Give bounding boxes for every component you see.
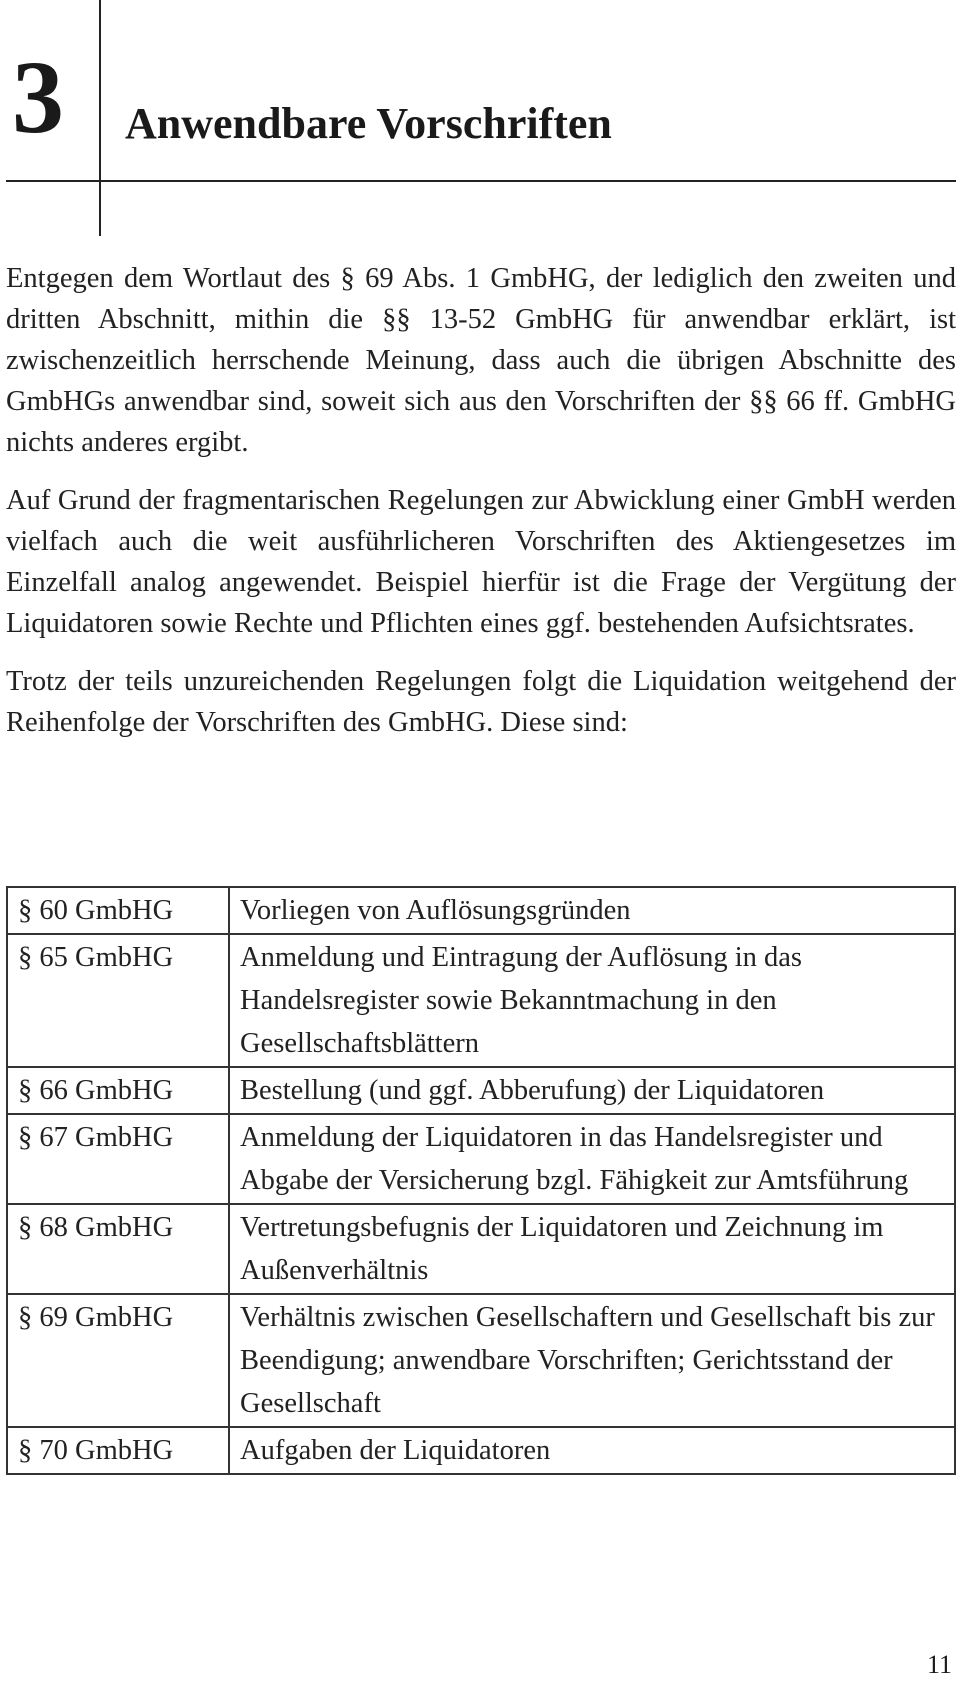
paragraph: Entgegen dem Wortlaut des § 69 Abs. 1 GmbHG, der lediglich den zweiten und dritten Abschnitt, mithin die §§ 13-52 GmbHG für anwendbar erklärt, ist zwischenzeitlich herrschende Meinung, dass auch die übrigen Abschnitte des GmbHGs anwendbar sind, soweit sich aus den Vorschriften der §§ 66 ff. GmbHG nichts anderes ergibt. bbox=[6, 263, 956, 458]
table-row bbox=[7, 1067, 955, 1114]
table-row bbox=[7, 934, 955, 1067]
chapter-horizontal-rule bbox=[6, 180, 956, 182]
description-cell: Anmeldung der Liquidatoren in das Handelsregister und Abgabe der Versicherung bzgl. Fähigkeit zur Amtsführung bbox=[229, 1114, 955, 1204]
description-cell: Vertretungsbefugnis der Liquidatoren und Zeichnung im Außenverhältnis bbox=[229, 1204, 955, 1294]
section-cell: § 69 GmbHG bbox=[7, 1294, 229, 1427]
chapter-vertical-rule bbox=[99, 0, 101, 236]
description-cell: Aufgaben der Liquidatoren bbox=[229, 1427, 955, 1474]
body-text bbox=[6, 258, 956, 760]
paragraph: Trotz der teils unzureichenden Regelungen folgt die Liquidation weitgehend der Reihenfolge der Vorschriften des GmbHG. Diese sind: bbox=[6, 666, 956, 738]
section-cell: § 60 GmbHG bbox=[7, 887, 229, 934]
section-cell: § 67 GmbHG bbox=[7, 1114, 229, 1204]
description-cell: Bestellung (und ggf. Abberufung) der Liquidatoren bbox=[229, 1067, 955, 1114]
table-row bbox=[7, 887, 955, 934]
section-cell: § 66 GmbHG bbox=[7, 1067, 229, 1114]
paragraph: Auf Grund der fragmentarischen Regelungen zur Abwicklung einer GmbH werden vielfach auch die weit ausführlicheren Vorschriften des Aktiengesetzes im Einzelfall analog angewendet. Beispiel hierfür ist die Frage der Vergütung der Liquidatoren sowie Rechte und Pflichten eines ggf. bestehenden Aufsichtsrates. bbox=[6, 485, 956, 639]
provisions-table bbox=[6, 886, 956, 1475]
page-number: 11 bbox=[926, 1650, 952, 1679]
table-row bbox=[7, 1114, 955, 1204]
chapter-number: 3 bbox=[12, 40, 62, 155]
section-cell: § 68 GmbHG bbox=[7, 1204, 229, 1294]
table-row bbox=[7, 1294, 955, 1427]
description-cell: Verhältnis zwischen Gesellschaftern und Gesellschaft bis zur Beendigung; anwendbare Vorschriften; Gerichtsstand der Gesellschaft bbox=[229, 1294, 955, 1427]
table-row bbox=[7, 1204, 955, 1294]
section-cell: § 70 GmbHG bbox=[7, 1427, 229, 1474]
section-cell: § 65 GmbHG bbox=[7, 934, 229, 1067]
table-row bbox=[7, 1427, 955, 1474]
description-cell: Anmeldung und Eintragung der Auflösung in das Handelsregister sowie Bekanntmachung in den Gesellschaftsblättern bbox=[229, 934, 955, 1067]
description-cell: Vorliegen von Auflösungsgründen bbox=[229, 887, 955, 934]
chapter-title: Anwendbare Vorschriften bbox=[125, 99, 612, 148]
